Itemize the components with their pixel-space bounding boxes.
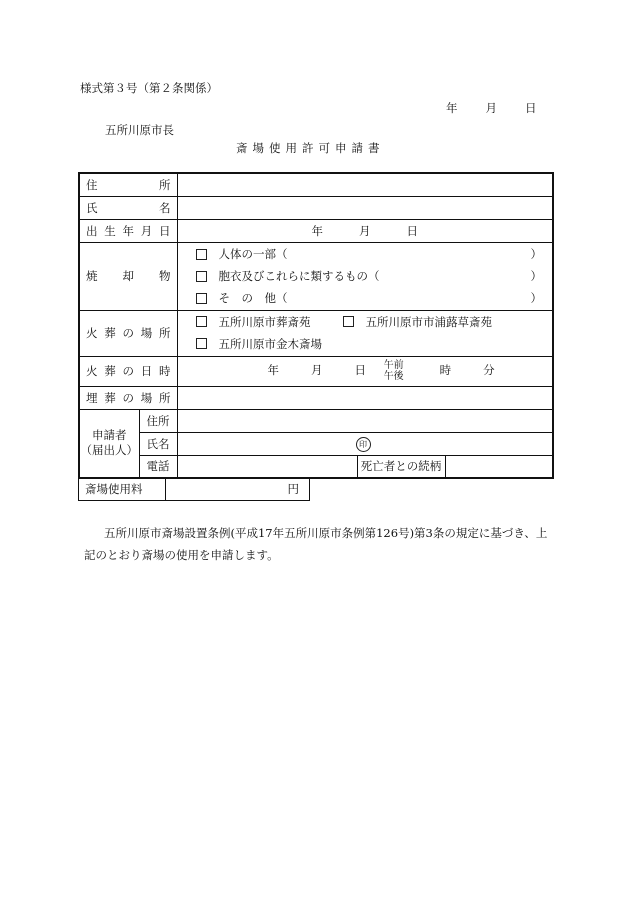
application-form-table xyxy=(78,172,554,479)
dt-hour: 時 xyxy=(439,363,452,377)
checkbox[interactable] xyxy=(196,338,207,349)
birthdate-day: 日 xyxy=(406,223,418,238)
applicant-name-field[interactable] xyxy=(177,432,553,455)
addressee: 五所川原市長 xyxy=(105,123,174,137)
applicant-address-field[interactable] xyxy=(177,409,553,432)
name-field[interactable] xyxy=(177,196,553,219)
seal-mark: 印 xyxy=(356,437,371,452)
option-label: 五所川原市葬斎苑 xyxy=(218,315,311,329)
checkbox[interactable] xyxy=(196,249,207,260)
checkbox[interactable] xyxy=(343,316,354,327)
cremation-place-label: 火葬の場所 xyxy=(79,310,177,356)
cremation-option[interactable] xyxy=(196,265,547,287)
applicant-name-label: 氏名 xyxy=(139,432,177,455)
dt-day: 日 xyxy=(354,363,366,377)
applicant-title: 申請者 xyxy=(92,428,127,443)
option-label: 五所川原市金木斎場 xyxy=(218,337,322,351)
fee-field[interactable] xyxy=(166,478,309,500)
burial-place-field[interactable] xyxy=(177,386,553,409)
option-label: 胞衣及びこれらに類するもの（ xyxy=(218,269,380,283)
cremation-place-field xyxy=(177,310,553,356)
place-option[interactable] xyxy=(196,336,323,352)
option-label: そ の 他（ xyxy=(218,291,288,305)
burial-place-label: 埋葬の場所 xyxy=(79,386,177,409)
fee-label: 斎場使用料 xyxy=(79,478,166,500)
form-number: 様式第３号（第２条関係） xyxy=(80,81,218,95)
cremation-option[interactable] xyxy=(196,243,547,265)
dt-year: 年 xyxy=(267,363,279,377)
option-close: ） xyxy=(530,291,542,305)
cremation-datetime-field[interactable] xyxy=(177,356,553,386)
birthdate-year: 年 xyxy=(311,223,323,238)
cremation-items-label: 焼 却 物 xyxy=(79,242,177,310)
fee-unit: 円 xyxy=(287,482,299,496)
cremation-option[interactable] xyxy=(196,287,547,309)
applicant-phone-field[interactable] xyxy=(177,455,357,478)
date-month: 月 xyxy=(485,101,497,115)
relation-label: 死亡者との続柄 xyxy=(357,455,445,478)
dt-month: 月 xyxy=(311,363,323,377)
birthdate-month: 月 xyxy=(359,223,371,238)
checkbox[interactable] xyxy=(196,271,207,282)
birthdate-field[interactable] xyxy=(177,219,553,242)
am-label: 午前 xyxy=(383,360,404,371)
date-day: 日 xyxy=(525,101,537,115)
birthdate-label: 出生年月日 xyxy=(79,219,177,242)
cremation-datetime-label: 火葬の日時 xyxy=(79,356,177,386)
applicant-phone-label: 電話 xyxy=(139,455,177,478)
option-close: ） xyxy=(530,269,542,283)
address-field[interactable] xyxy=(177,173,553,196)
address-label: 住 所 xyxy=(79,173,177,196)
checkbox[interactable] xyxy=(196,293,207,304)
option-label: 五所川原市市浦蕗草斎苑 xyxy=(365,315,492,329)
applicant-subtitle: （届出人） xyxy=(80,443,138,458)
date-year: 年 xyxy=(446,101,458,115)
checkbox[interactable] xyxy=(196,316,207,327)
applicant-address-label: 住所 xyxy=(139,409,177,432)
place-option[interactable] xyxy=(196,314,311,330)
name-label: 氏 名 xyxy=(79,196,177,219)
am-pm-selector[interactable] xyxy=(384,360,404,382)
applicant-label xyxy=(79,409,139,478)
option-close: ） xyxy=(530,247,542,261)
page-title: 斎場使用許可申請書 xyxy=(236,141,385,155)
fee-box xyxy=(78,478,310,501)
place-option[interactable] xyxy=(343,314,493,330)
option-label: 人体の一部（ xyxy=(218,247,288,261)
relation-field[interactable] xyxy=(445,455,553,478)
dt-minute: 分 xyxy=(483,363,495,377)
declaration-text: 五所川原市斎場設置条例(平成17年五所川原市条例第126号)第3条の規定に基づき、上記のとおり斎場の使用を申請します。 xyxy=(84,526,548,562)
application-date xyxy=(446,100,537,116)
cremation-items-field xyxy=(177,242,553,310)
pm-label: 午後 xyxy=(383,371,404,382)
